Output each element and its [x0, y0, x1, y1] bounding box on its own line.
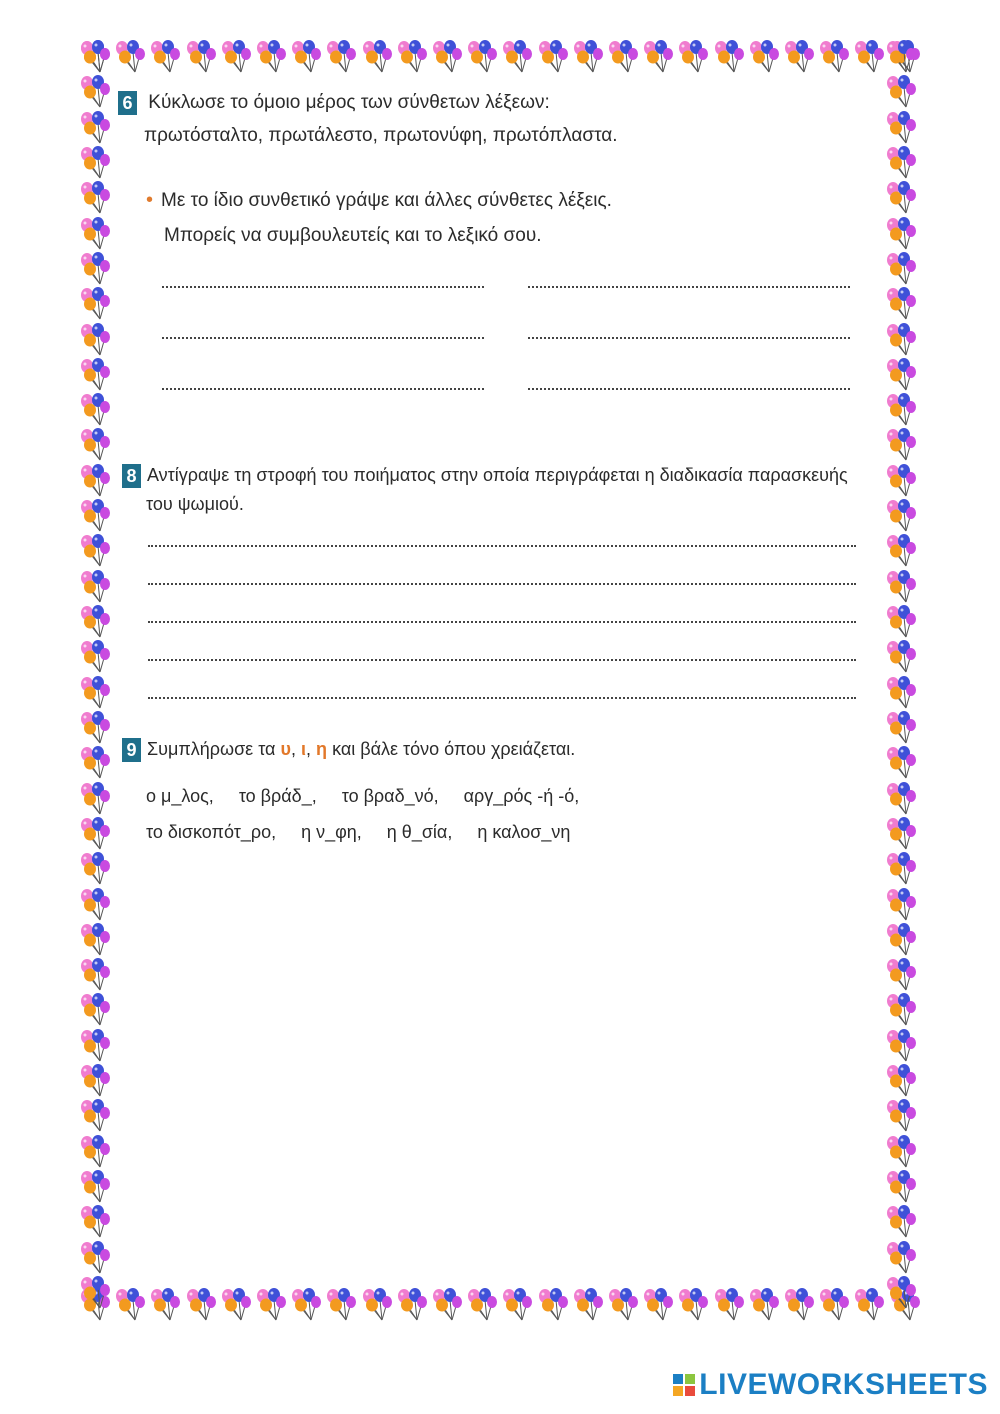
balloons-icon [712, 40, 746, 74]
balloons-icon [884, 640, 918, 674]
q9-title-post: και βάλε τόνο όπου χρειάζεται. [332, 739, 576, 759]
balloons-icon [884, 1099, 918, 1133]
balloons-icon [78, 746, 112, 780]
balloons-icon [641, 40, 675, 74]
balloons-icon [395, 1288, 429, 1322]
balloons-icon [747, 40, 781, 74]
balloons-icon [78, 40, 112, 74]
balloons-icon [606, 1288, 640, 1322]
balloons-icon [78, 605, 112, 639]
balloons-icon [884, 181, 918, 215]
balloons-icon [78, 499, 112, 533]
answer-line[interactable] [528, 388, 850, 390]
q8-number: 8 [122, 464, 141, 488]
balloons-icon [884, 958, 918, 992]
balloons-icon [884, 993, 918, 1027]
balloons-icon [884, 1205, 918, 1239]
balloons-icon [536, 1288, 570, 1322]
balloons-icon [219, 1288, 253, 1322]
balloons-icon [148, 40, 182, 74]
balloons-icon [78, 393, 112, 427]
balloons-icon [676, 40, 710, 74]
answer-line[interactable] [148, 659, 856, 661]
balloons-icon [78, 1135, 112, 1169]
balloons-icon [884, 570, 918, 604]
balloons-icon [884, 464, 918, 498]
balloons-icon [884, 782, 918, 816]
logo-text: LIVEWORKSHEETS [699, 1368, 988, 1401]
balloons-icon [500, 1288, 534, 1322]
balloons-icon [78, 888, 112, 922]
balloons-icon [712, 1288, 746, 1322]
q6-title [118, 90, 550, 116]
balloons-icon [78, 1064, 112, 1098]
balloons-icon [78, 711, 112, 745]
q9-number: 9 [122, 738, 141, 762]
balloons-icon [78, 1029, 112, 1063]
balloons-icon [78, 323, 112, 357]
balloons-icon [884, 1064, 918, 1098]
balloons-icon [571, 1288, 605, 1322]
answer-line[interactable] [148, 583, 856, 585]
balloons-icon [884, 676, 918, 710]
balloons-icon [884, 217, 918, 251]
q8-title-text: Αντίγραψε τη στροφή του ποιήματος στην οποία περιγράφεται η διαδικασία παρασκευής [147, 465, 848, 485]
balloons-icon [884, 605, 918, 639]
balloons-icon [113, 1288, 147, 1322]
balloons-icon [148, 1288, 182, 1322]
border-right [884, 40, 924, 1310]
balloons-icon [782, 40, 816, 74]
balloons-icon [78, 287, 112, 321]
balloons-icon [78, 1205, 112, 1239]
answer-line[interactable] [162, 337, 484, 339]
balloons-icon [78, 1099, 112, 1133]
answer-line[interactable] [148, 545, 856, 547]
balloons-icon [884, 1170, 918, 1204]
q9-line1[interactable]: ο μ_λος, το βράδ_, το βραδ_νό, αργ_ρός -ή -ό, [146, 786, 580, 806]
balloons-icon [78, 570, 112, 604]
balloons-icon [78, 1276, 112, 1310]
balloons-icon [78, 146, 112, 180]
balloons-icon [289, 1288, 323, 1322]
balloons-icon [78, 993, 112, 1027]
balloons-icon [465, 1288, 499, 1322]
balloons-icon [884, 923, 918, 957]
balloons-icon [884, 40, 918, 74]
balloons-icon [360, 40, 394, 74]
balloons-icon [78, 782, 112, 816]
q9-title-pre: Συμπλήρωσε τα [147, 739, 276, 759]
liveworksheets-logo[interactable] [673, 1368, 988, 1402]
balloons-icon [78, 817, 112, 851]
balloons-icon [219, 40, 253, 74]
q6-bullet-line2: Μπορείς να συμβουλευτείς και το λεξικό σου. [164, 225, 542, 246]
balloons-icon [324, 1288, 358, 1322]
balloons-icon [78, 1241, 112, 1275]
q6-bullet-text1: Με το ίδιο συνθετικό γράψε και άλλες σύνθετες λέξεις. [161, 190, 612, 211]
bullet-icon: • [146, 189, 154, 211]
balloons-icon [113, 40, 147, 74]
balloons-icon [430, 40, 464, 74]
worksheet [118, 80, 878, 1290]
balloons-icon [817, 40, 851, 74]
balloons-icon [884, 146, 918, 180]
q6-words: πρωτόσταλτο, πρωτάλεστο, πρωτονύφη, πρωτόπλαστα. [144, 125, 618, 146]
balloons-icon [184, 40, 218, 74]
balloons-icon [884, 287, 918, 321]
balloons-icon [884, 1241, 918, 1275]
balloons-icon [884, 75, 918, 109]
q6-number: 6 [118, 91, 137, 115]
balloons-icon [395, 40, 429, 74]
balloons-icon [884, 358, 918, 392]
q8-title-cont: του ψωμιού. [146, 494, 244, 514]
balloons-icon [884, 1135, 918, 1169]
balloons-icon [324, 40, 358, 74]
balloons-icon [676, 1288, 710, 1322]
balloons-icon [884, 111, 918, 145]
balloons-icon [884, 817, 918, 851]
q9-letter-h: η [316, 739, 328, 759]
balloons-icon [500, 40, 534, 74]
q9-title [122, 736, 575, 762]
balloons-icon [884, 1029, 918, 1063]
answer-line[interactable] [162, 286, 484, 288]
answer-line[interactable] [148, 697, 856, 699]
balloons-icon [747, 1288, 781, 1322]
q9-sep2: , [306, 739, 312, 759]
balloons-icon [884, 428, 918, 462]
balloons-icon [782, 1288, 816, 1322]
border-bottom [78, 1288, 922, 1324]
answer-line[interactable] [528, 286, 850, 288]
balloons-icon [884, 534, 918, 568]
q9-sep1: , [290, 739, 296, 759]
balloons-icon [465, 40, 499, 74]
q9-line2[interactable]: το δισκοπότ_ρο, η ν_φη, η θ_σία, η καλοσ_νη [146, 822, 571, 842]
balloons-icon [78, 252, 112, 286]
balloons-icon [78, 358, 112, 392]
border-top [78, 40, 922, 76]
balloons-icon [78, 75, 112, 109]
balloons-icon [78, 181, 112, 215]
balloons-icon [254, 1288, 288, 1322]
balloons-icon [78, 111, 112, 145]
q9-letter-i: ι [301, 739, 307, 759]
balloons-icon [817, 1288, 851, 1322]
balloons-icon [78, 534, 112, 568]
balloons-icon [78, 1170, 112, 1204]
balloons-icon [289, 40, 323, 74]
balloons-icon [641, 1288, 675, 1322]
balloons-icon [78, 852, 112, 886]
balloons-icon [852, 1288, 886, 1322]
balloons-icon [884, 852, 918, 886]
balloons-icon [884, 711, 918, 745]
balloons-icon [78, 428, 112, 462]
balloons-icon [78, 217, 112, 251]
balloons-icon [606, 40, 640, 74]
balloons-icon [430, 1288, 464, 1322]
balloons-icon [78, 640, 112, 674]
answer-line[interactable] [162, 388, 484, 390]
q6-bullet-line1 [146, 186, 612, 215]
logo-icon [673, 1374, 695, 1396]
balloons-icon [884, 323, 918, 357]
q8-title [122, 462, 882, 489]
balloons-icon [536, 40, 570, 74]
balloons-icon [184, 1288, 218, 1322]
balloons-icon [78, 958, 112, 992]
balloons-icon [884, 888, 918, 922]
balloons-icon [852, 40, 886, 74]
balloons-icon [884, 393, 918, 427]
balloons-icon [78, 923, 112, 957]
balloons-icon [254, 40, 288, 74]
q9-letter-u: υ [280, 739, 291, 759]
balloons-icon [78, 676, 112, 710]
answer-line[interactable] [148, 621, 856, 623]
balloons-icon [884, 252, 918, 286]
balloons-icon [571, 40, 605, 74]
balloons-icon [884, 499, 918, 533]
q6-title-text: Κύκλωσε το όμοιο μέρος των σύνθετων λέξεων: [148, 92, 550, 113]
border-left [78, 40, 118, 1310]
answer-line[interactable] [528, 337, 850, 339]
balloons-icon [884, 1276, 918, 1310]
balloons-icon [360, 1288, 394, 1322]
balloons-icon [78, 464, 112, 498]
balloons-icon [884, 746, 918, 780]
